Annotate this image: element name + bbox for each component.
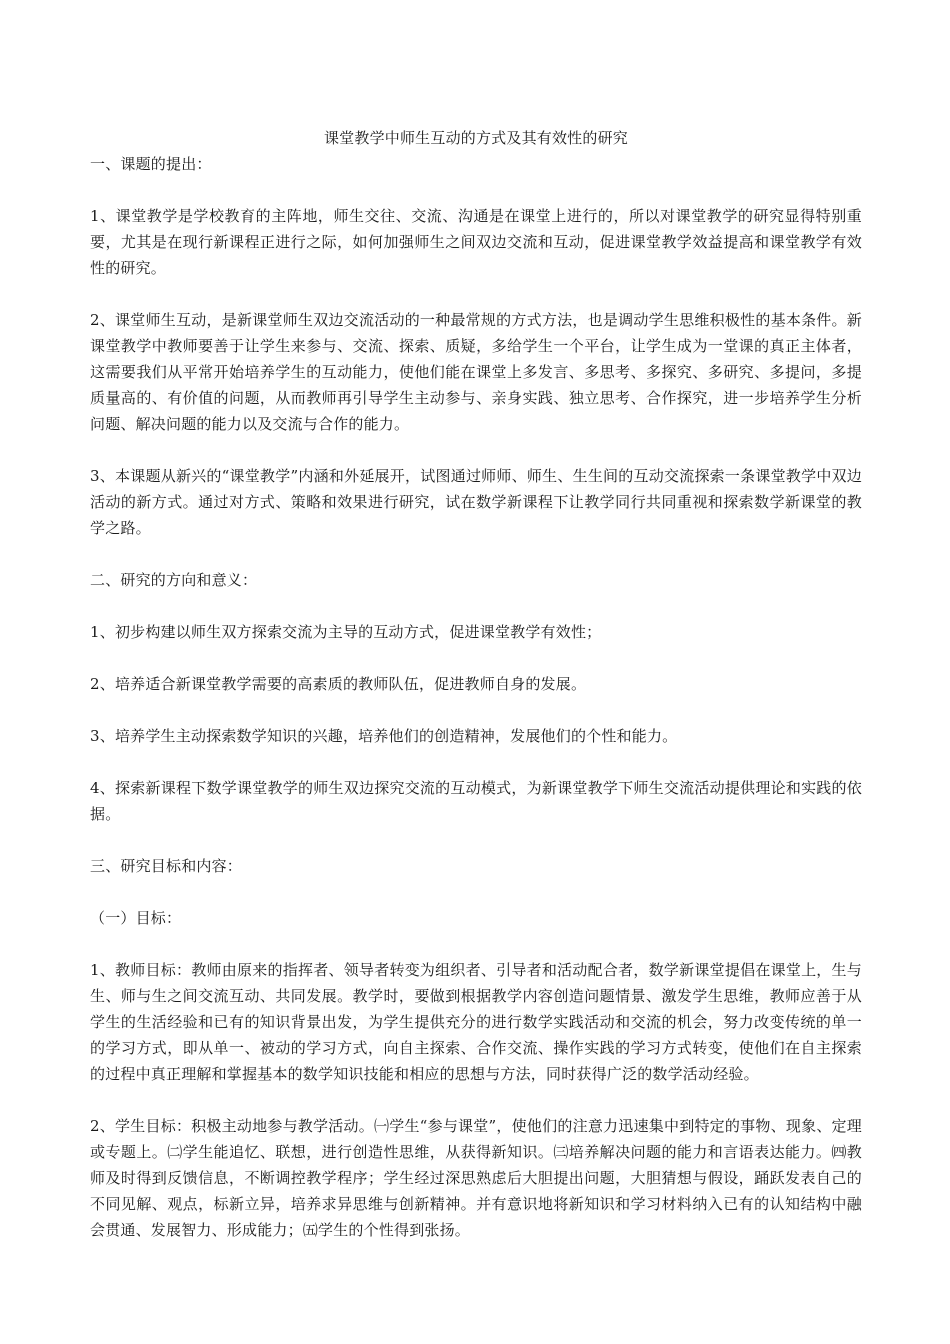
document-title: 课堂教学中师生互动的方式及其有效性的研究 — [323, 129, 628, 147]
paragraph-gap — [90, 749, 862, 775]
paragraph-gap — [90, 697, 862, 723]
subsection-heading-goals: （一）目标： — [90, 909, 182, 927]
paragraph-3-2: 2、学生目标：积极主动地参与教学活动。㈠学生“参与课堂”，使他们的注意力迅速集中到特定的事物、现象、定理或专题上。㈡学生能追忆、联想，进行创造性思维，从获得新知识。㈢培养解决问题的能力和言语表达能力。㈣教师及时得到反馈信息，不断调控教学程序；学生经过深思熟虑后大胆提出问题，大胆猜想与假设，踊跃发表自己的不同见解、观点，标新立异，培养求异思维与创新精神。并有意识地将新知识和学习材料纳入已有的认知结构中融会贯通、发展智力、形成能力；㈤学生的个性得到张扬。 — [90, 1117, 862, 1239]
section-heading-3: 三、研究目标和内容： — [90, 857, 243, 875]
paragraph-gap — [90, 931, 862, 957]
paragraph-2-3: 3、培养学生主动探索数学知识的兴趣，培养他们的创造精神，发展他们的个性和能力。 — [90, 727, 678, 745]
paragraph-gap — [90, 645, 862, 671]
paragraph-1-3: 3、本课题从新兴的“课堂教学”内涵和外延展开，试图通过师师、师生、生生间的互动交流探索一条课堂教学中双边活动的新方式。通过对方式、策略和效果进行研究，试在数学新课程下让教学同行共同重视和探索数学新课堂的教学之路。 — [90, 467, 862, 537]
paragraph-1-2: 2、课堂师生互动，是新课堂师生双边交流活动的一种最常规的方式方法，也是调动学生思维积极性的基本条件。新课堂教学中教师要善于让学生来参与、交流、探索、质疑，多给学生一个平台，让学生成为一堂课的真正主体者，这需要我们从平常开始培养学生的互动能力，使他们能在课堂上多发言、多思考、多探究、多研究、多提问，多提质量高的、有价值的问题，从而教师再引导学生主动参与、亲身实践、独立思考、合作探究，进一步培养学生分析问题、解决问题的能力以及交流与合作的能力。 — [90, 311, 862, 433]
document-page — [90, 125, 862, 1243]
paragraph-gap — [90, 541, 862, 567]
paragraph-gap — [90, 593, 862, 619]
paragraph-gap — [90, 177, 862, 203]
paragraph-gap — [90, 281, 862, 307]
paragraph-gap — [90, 437, 862, 463]
paragraph-2-2: 2、培养适合新课堂教学需要的高素质的教师队伍，促进教师自身的发展。 — [90, 675, 587, 693]
paragraph-2-1: 1、初步构建以师生双方探索交流为主导的互动方式，促进课堂教学有效性； — [90, 623, 602, 641]
paragraph-gap — [90, 879, 862, 905]
paragraph-gap — [90, 1087, 862, 1113]
section-heading-2: 二、研究的方向和意义： — [90, 571, 258, 589]
paragraph-2-4: 4、探索新课程下数学课堂教学的师生双边探究交流的互动模式，为新课堂教学下师生交流活动提供理论和实践的依据。 — [90, 779, 862, 823]
paragraph-1-1: 1、课堂教学是学校教育的主阵地，师生交往、交流、沟通是在课堂上进行的，所以对课堂教学的研究显得特别重要，尤其是在现行新课程正进行之际，如何加强师生之间双边交流和互动，促进课堂教学效益提高和课堂教学有效性的研究。 — [90, 207, 862, 277]
paragraph-3-1: 1、教师目标：教师由原来的指挥者、领导者转变为组织者、引导者和活动配合者，数学新课堂提倡在课堂上，生与生、师与生之间交流互动、共同发展。教学时，要做到根据教学内容创造问题情景、激发学生思维，教师应善于从学生的生活经验和已有的知识背景出发，为学生提供充分的进行数学实践活动和交流的机会，努力改变传统的单一的学习方式，即从单一、被动的学习方式，向自主探索、合作交流、操作实践的学习方式转变，使他们在自主探索的过程中真正理解和掌握基本的数学知识技能和相应的思想与方法，同时获得广泛的数学活动经验。 — [90, 961, 862, 1083]
paragraph-gap — [90, 827, 862, 853]
section-heading-1: 一、课题的提出： — [90, 155, 212, 173]
